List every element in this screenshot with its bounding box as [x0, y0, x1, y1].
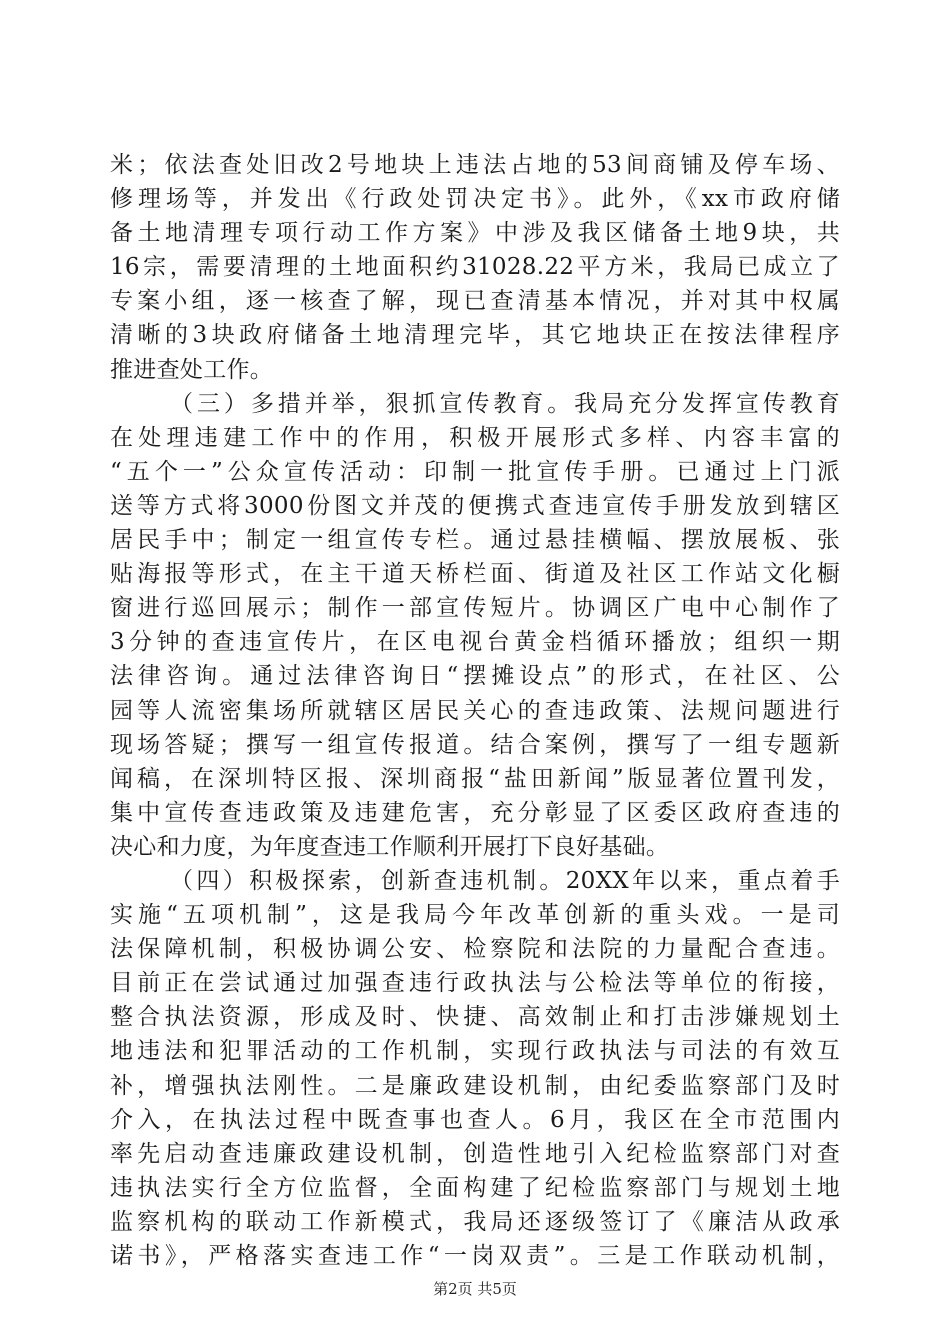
text-line: 闻稿，在深圳特区报、深圳商报“盐田新闻”版显著位置刊发，	[110, 765, 840, 792]
text-line: 专案小组，逐一核查了解，现已查清基本情况，并对其中权属	[110, 288, 840, 315]
text-line: （四）积极探索，创新查违机制。20XX年以来，重点着手	[170, 867, 840, 894]
text-line: 率先启动查违廉政建设机制，创造性地引入纪检监察部门对查	[110, 1140, 840, 1167]
text-line: 目前正在尝试通过加强查违行政执法与公检法等单位的衔接，	[110, 970, 840, 997]
text-line: 窗进行巡回展示；制作一部宣传短片。协调区广电中心制作了	[110, 595, 840, 622]
text-line: 集中宣传查违政策及违建危害，充分彰显了区委区政府查违的	[110, 799, 840, 826]
text-line: 推进查处工作。	[110, 356, 274, 383]
text-line: 补，增强执法刚性。二是廉政建设机制，由纪委监察部门及时	[110, 1072, 840, 1099]
text-line: 监察机构的联动工作新模式，我局还逐级签订了《廉洁从政承	[110, 1208, 840, 1235]
text-line: 诺书》，严格落实查违工作“一岗双责”。三是工作联动机制，	[110, 1243, 840, 1269]
text-line: 米；依法查处旧改2号地块上违法占地的53间商铺及停车场、	[110, 152, 840, 178]
text-line: 法律咨询。通过法律咨询日“摆摊设点”的形式，在社区、公	[110, 663, 840, 690]
text-line: 实施“五项机制”，这是我局今年改革创新的重头戏。一是司	[110, 902, 840, 929]
document-body	[110, 148, 840, 1273]
text-line: 现场答疑；撰写一组宣传报道。结合案例，撰写了一组专题新	[110, 731, 840, 758]
text-line: 整合执法资源，形成及时、快捷、高效制止和打击涉嫌规划土	[110, 1004, 840, 1031]
text-line: 备土地清理专项行动工作方案》中涉及我区储备土地9块，共	[110, 220, 840, 247]
text-line: 在处理违建工作中的作用，积极开展形式多样、内容丰富的	[110, 424, 840, 451]
text-line: “五个一”公众宣传活动：印制一批宣传手册。已通过上门派	[110, 458, 840, 485]
text-line: （三）多措并举，狠抓宣传教育。我局充分发挥宣传教育	[170, 390, 840, 417]
text-line: 送等方式将3000份图文并茂的便携式查违宣传手册发放到辖区	[110, 492, 840, 519]
text-line: 园等人流密集场所就辖区居民关心的查违政策、法规问题进行	[110, 697, 840, 724]
text-line: 决心和力度，为年度查违工作顺利开展打下良好基础。	[110, 833, 670, 860]
page-footer: 第2页 共5页	[433, 1280, 517, 1298]
text-line: 违执法实行全方位监督，全面构建了纪检监察部门与规划土地	[110, 1174, 840, 1201]
text-line: 16宗，需要清理的土地面积约31028.22平方米，我局已成立了	[110, 254, 840, 281]
text-line: 法保障机制，积极协调公安、检察院和法院的力量配合查违。	[110, 936, 840, 963]
text-line: 3分钟的查违宣传片，在区电视台黄金档循环播放；组织一期	[110, 629, 840, 656]
text-line: 居民手中；制定一组宣传专栏。通过悬挂横幅、摆放展板、张	[110, 527, 840, 554]
text-line: 贴海报等形式，在主干道天桥栏面、街道及社区工作站文化橱	[110, 561, 840, 588]
text-line: 修理场等，并发出《行政处罚决定书》。此外，《xx市政府储	[110, 186, 840, 213]
text-line: 清晰的3块政府储备土地清理完毕，其它地块正在按法律程序	[110, 322, 840, 349]
text-line: 介入，在执法过程中既查事也查人。6月，我区在全市范围内	[110, 1106, 840, 1133]
text-line: 地违法和犯罪活动的工作机制，实现行政执法与司法的有效互	[110, 1038, 840, 1065]
